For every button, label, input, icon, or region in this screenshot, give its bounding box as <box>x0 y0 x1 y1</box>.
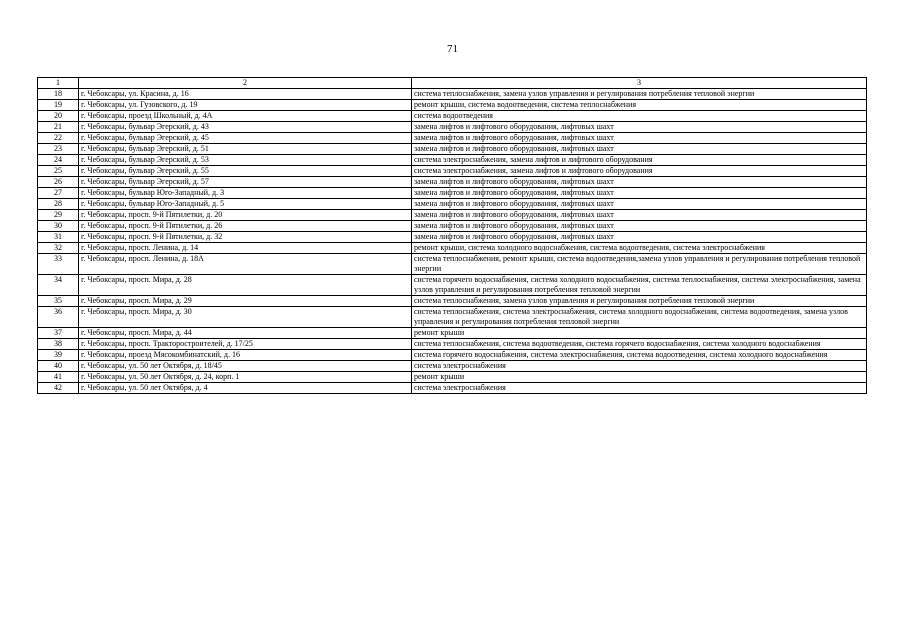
table-row <box>38 166 867 177</box>
row-number-cell: 21 <box>38 122 79 133</box>
row-number-cell: 19 <box>38 100 79 111</box>
row-number-cell: 33 <box>38 254 79 275</box>
header-col-1: 1 <box>38 78 79 89</box>
address-cell: г. Чебоксары, бульвар Юго-Западный, д. 3 <box>79 188 412 199</box>
works-cell: замена лифтов и лифтового оборудования, лифтовых шахт <box>412 188 867 199</box>
works-cell: ремонт крыши, система водоотведения, система теплоснабжения <box>412 100 867 111</box>
table-row <box>38 144 867 155</box>
address-cell: г. Чебоксары, бульвар Эгерский, д. 43 <box>79 122 412 133</box>
address-cell: г. Чебоксары, бульвар Эгерский, д. 53 <box>79 155 412 166</box>
table-row <box>38 243 867 254</box>
table-row <box>38 254 867 275</box>
row-number-cell: 34 <box>38 275 79 296</box>
works-cell: замена лифтов и лифтового оборудования, лифтовых шахт <box>412 144 867 155</box>
address-cell: г. Чебоксары, бульвар Эгерский, д. 51 <box>79 144 412 155</box>
row-number-cell: 28 <box>38 199 79 210</box>
row-number-cell: 30 <box>38 221 79 232</box>
address-cell: г. Чебоксары, проезд Школьный, д. 4А <box>79 111 412 122</box>
works-cell: система теплоснабжения, система водоотведения, система горячего водоснабжения, система холодного водоснабжения <box>412 339 867 350</box>
address-cell: г. Чебоксары, ул. 50 лет Октября, д. 18/45 <box>79 361 412 372</box>
table-row <box>38 111 867 122</box>
works-cell: замена лифтов и лифтового оборудования, лифтовых шахт <box>412 122 867 133</box>
row-number-cell: 39 <box>38 350 79 361</box>
row-number-cell: 36 <box>38 307 79 328</box>
table-row <box>38 350 867 361</box>
works-cell: система горячего водоснабжения, система электроснабжения, система водоотведения, система холодного водоснабжения <box>412 350 867 361</box>
table-row <box>38 155 867 166</box>
address-cell: г. Чебоксары, просп. Мира, д. 30 <box>79 307 412 328</box>
works-cell: система электроснабжения, замена лифтов и лифтового оборудования <box>412 166 867 177</box>
address-cell: г. Чебоксары, ул. 50 лет Октября, д. 24, корп. 1 <box>79 372 412 383</box>
works-cell: ремонт крыши, система холодного водоснабжения, система водоотведения, система электроснабжения <box>412 243 867 254</box>
address-cell: г. Чебоксары, просп. Мира, д. 28 <box>79 275 412 296</box>
header-row <box>38 78 867 89</box>
row-number-cell: 32 <box>38 243 79 254</box>
table-row <box>38 275 867 296</box>
works-cell: ремонт крыши <box>412 372 867 383</box>
address-cell: г. Чебоксары, бульвар Эгерский, д. 57 <box>79 177 412 188</box>
table-row <box>38 133 867 144</box>
address-cell: г. Чебоксары, просп. 9-й Пятилетки, д. 20 <box>79 210 412 221</box>
table-row <box>38 177 867 188</box>
address-cell: г. Чебоксары, бульвар Эгерский, д. 45 <box>79 133 412 144</box>
works-cell: ремонт крыши <box>412 328 867 339</box>
works-cell: система электроснабжения, замена лифтов и лифтового оборудования <box>412 155 867 166</box>
address-cell: г. Чебоксары, бульвар Эгерский, д. 55 <box>79 166 412 177</box>
row-number-cell: 25 <box>38 166 79 177</box>
table-row <box>38 361 867 372</box>
works-cell: система теплоснабжения, ремонт крыши, система водоотведения,замена узлов управления и регулирования потребления тепловой энергии <box>412 254 867 275</box>
table-body <box>38 89 867 394</box>
address-cell: г. Чебоксары, просп. Тракторостроителей, д. 17/25 <box>79 339 412 350</box>
page-number: 71 <box>447 43 458 55</box>
address-cell: г. Чебоксары, просп. 9-й Пятилетки, д. 32 <box>79 232 412 243</box>
table-row <box>38 122 867 133</box>
row-number-cell: 31 <box>38 232 79 243</box>
table-row <box>38 210 867 221</box>
address-cell: г. Чебоксары, просп. Мира, д. 29 <box>79 296 412 307</box>
row-number-cell: 18 <box>38 89 79 100</box>
table-row <box>38 296 867 307</box>
works-cell: замена лифтов и лифтового оборудования, лифтовых шахт <box>412 232 867 243</box>
table-row <box>38 89 867 100</box>
row-number-cell: 20 <box>38 111 79 122</box>
row-number-cell: 27 <box>38 188 79 199</box>
table-row <box>38 372 867 383</box>
row-number-cell: 38 <box>38 339 79 350</box>
works-cell: система теплоснабжения, замена узлов управления и регулирования потребления тепловой энергии <box>412 296 867 307</box>
row-number-cell: 35 <box>38 296 79 307</box>
header-col-2: 2 <box>79 78 412 89</box>
works-cell: замена лифтов и лифтового оборудования, лифтовых шахт <box>412 133 867 144</box>
table-row <box>38 383 867 394</box>
table-row <box>38 100 867 111</box>
works-cell: замена лифтов и лифтового оборудования, лифтовых шахт <box>412 177 867 188</box>
table-row <box>38 221 867 232</box>
works-cell: система водоотведения <box>412 111 867 122</box>
address-cell: г. Чебоксары, просп. 9-й Пятилетки, д. 26 <box>79 221 412 232</box>
table-row <box>38 328 867 339</box>
header-col-3: 3 <box>412 78 867 89</box>
address-cell: г. Чебоксары, просп. Ленина, д. 18А <box>79 254 412 275</box>
table-row <box>38 199 867 210</box>
row-number-cell: 37 <box>38 328 79 339</box>
works-cell: система электроснабжения <box>412 361 867 372</box>
row-number-cell: 41 <box>38 372 79 383</box>
works-cell: замена лифтов и лифтового оборудования, лифтовых шахт <box>412 221 867 232</box>
row-number-cell: 22 <box>38 133 79 144</box>
works-cell: система горячего водоснабжения, система холодного водоснабжения, система теплоснабжения, система электроснабжения, замена узлов управления и регулирования потребления тепловой энергии <box>412 275 867 296</box>
address-cell: г. Чебоксары, просп. Ленина, д. 14 <box>79 243 412 254</box>
repair-registry-table <box>37 77 867 394</box>
row-number-cell: 42 <box>38 383 79 394</box>
table-row <box>38 188 867 199</box>
works-cell: замена лифтов и лифтового оборудования, лифтовых шахт <box>412 199 867 210</box>
row-number-cell: 23 <box>38 144 79 155</box>
address-cell: г. Чебоксары, ул. Красина, д. 16 <box>79 89 412 100</box>
table-row <box>38 232 867 243</box>
row-number-cell: 24 <box>38 155 79 166</box>
works-cell: замена лифтов и лифтового оборудования, лифтовых шахт <box>412 210 867 221</box>
works-cell: система электроснабжения <box>412 383 867 394</box>
table-row <box>38 339 867 350</box>
row-number-cell: 29 <box>38 210 79 221</box>
address-cell: г. Чебоксары, ул. 50 лет Октября, д. 4 <box>79 383 412 394</box>
address-cell: г. Чебоксары, ул. Гузовского, д. 19 <box>79 100 412 111</box>
row-number-cell: 26 <box>38 177 79 188</box>
address-cell: г. Чебоксары, проезд Мясокомбинатский, д. 16 <box>79 350 412 361</box>
address-cell: г. Чебоксары, просп. Мира, д. 44 <box>79 328 412 339</box>
works-cell: система теплоснабжения, замена узлов управления и регулирования потребления тепловой энергии <box>412 89 867 100</box>
works-cell: система теплоснабжения, система электроснабжения, система холодного водоснабжения, система водоотведения, замена узлов управления и регулирования потребления тепловой энергии <box>412 307 867 328</box>
address-cell: г. Чебоксары, бульвар Юго-Западный, д. 5 <box>79 199 412 210</box>
table-row <box>38 307 867 328</box>
row-number-cell: 40 <box>38 361 79 372</box>
